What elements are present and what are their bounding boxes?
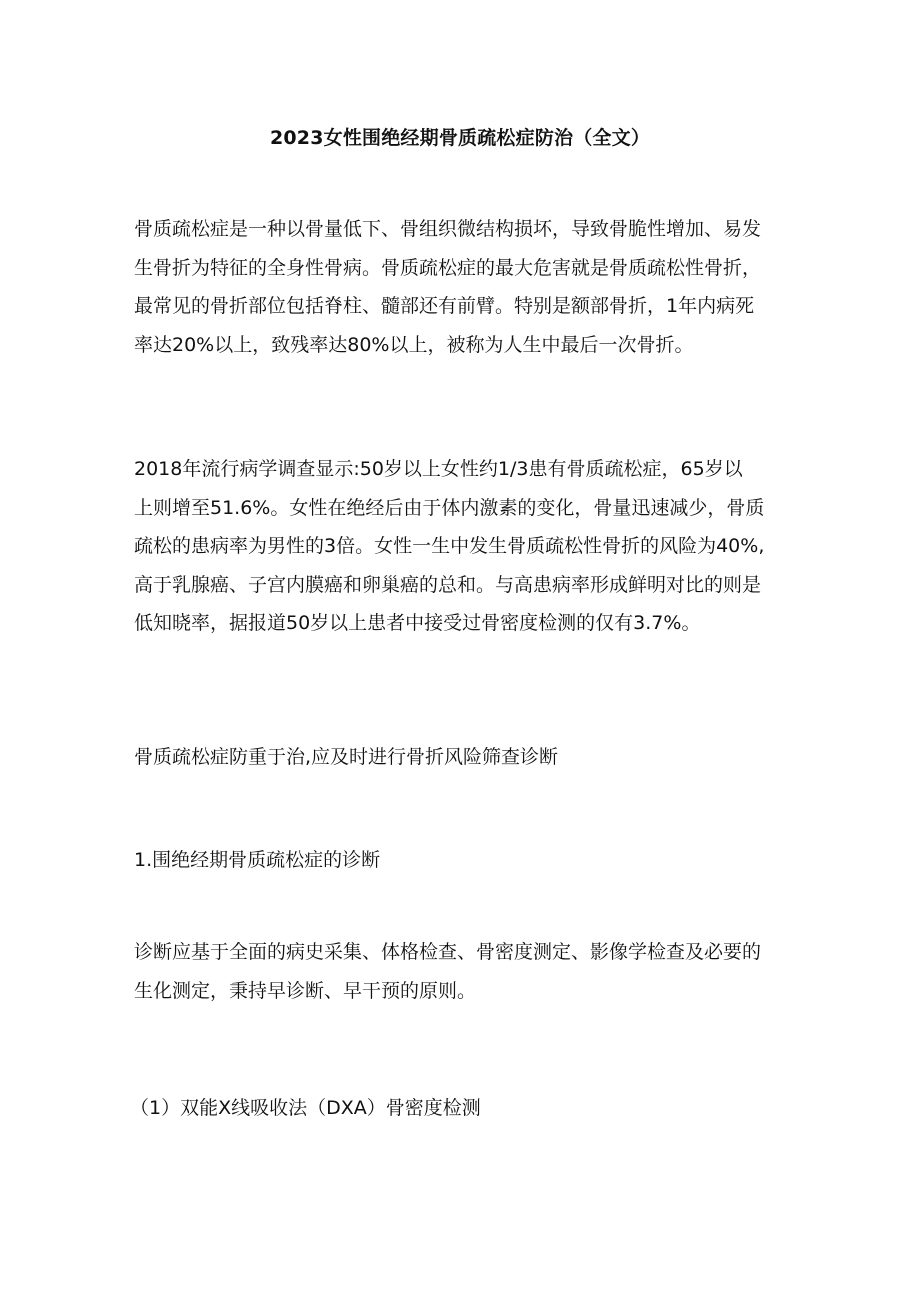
subsection-heading-dxa <box>130 1089 790 1128</box>
text-line: 2018年流行病学调查显示:50岁以上女性约1/3患有骨质疏松症，65岁以 <box>134 458 743 480</box>
text-line: 生化测定，秉持早诊断、早干预的原则。 <box>134 979 477 1002</box>
paragraph-osteoporosis-definition <box>134 210 794 364</box>
section-heading-diagnosis <box>134 841 794 880</box>
text-line: 高于乳腺癌、子宫内膜癌和卵巢癌的总和。与高患病率形成鲜明对比的则是 <box>134 573 762 596</box>
text-line: 最常见的骨折部位包括脊柱、髓部还有前臂。特别是额部骨折，1年内病死 <box>134 295 755 317</box>
section-heading-prevention <box>134 738 794 777</box>
text-line: 低知晓率，据报道50岁以上患者中接受过骨密度检测的仅有3.7%。 <box>134 612 701 634</box>
text-line: 疏松的患病率为男性的3倍。女性一生中发生骨质疏松性骨折的风险为40%, <box>134 535 765 557</box>
text-line: 1.围绝经期骨质疏松症的诊断 <box>134 849 381 871</box>
text-line: 率达20%以上，致残率达80%以上，被称为人生中最后一次骨折。 <box>134 333 694 356</box>
text-line: （1）双能X线吸收法（DXA）骨密度检测 <box>130 1097 481 1119</box>
text-line: 上则增至51.6%。女性在绝经后由于体内激素的变化，骨量迅速减少，骨质 <box>134 496 765 519</box>
text-line: 骨质疏松症防重于治,应及时进行骨折风险筛查诊断 <box>134 746 559 768</box>
paragraph-diagnosis-principles <box>134 933 794 1010</box>
text-line: 诊断应基于全面的病史采集、体格检查、骨密度测定、影像学检查及必要的 <box>134 941 762 963</box>
text-line: 骨质疏松症是一种以骨量低下、骨组织微结构损坏，导致骨脆性增加、易发 <box>134 218 762 240</box>
text-line: 生骨折为特征的全身性骨病。骨质疏松症的最大危害就是骨质疏松性骨折， <box>134 256 762 279</box>
document-title: 2023女性围绝经期骨质疏松症防治（全文） <box>269 127 651 149</box>
paragraph-epidemiology <box>134 450 794 643</box>
